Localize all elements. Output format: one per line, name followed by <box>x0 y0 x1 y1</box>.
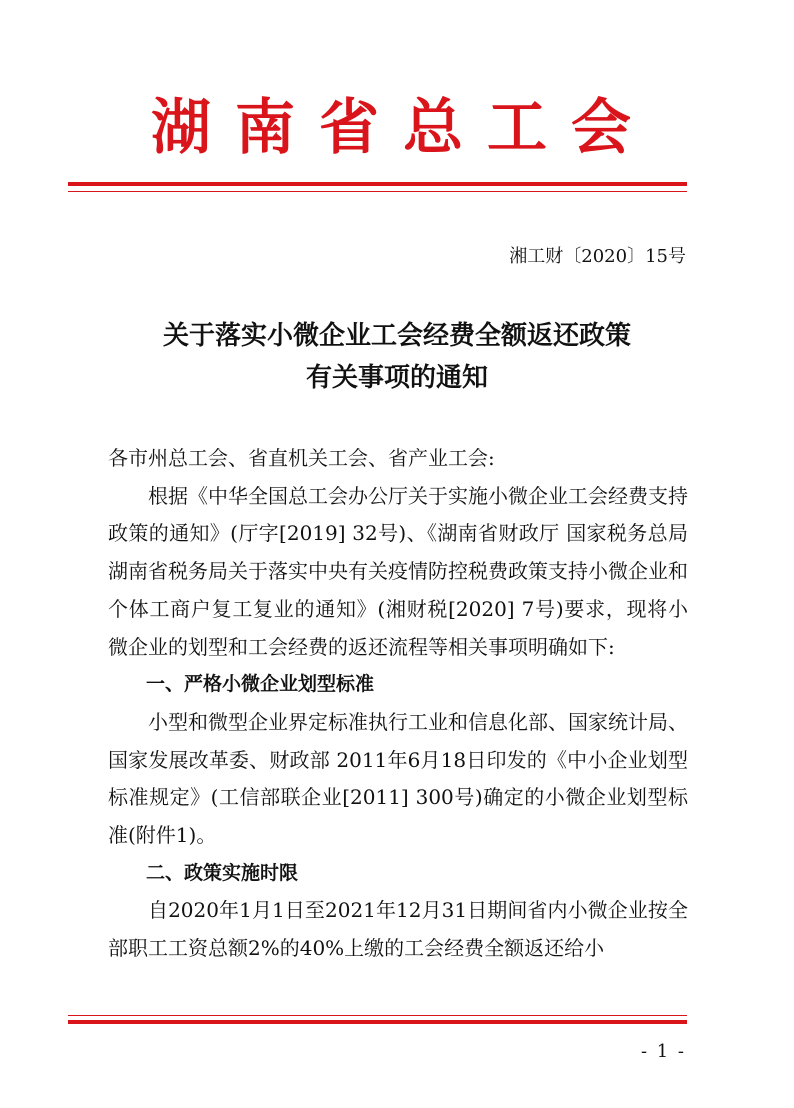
letterhead-divider-thick <box>68 182 687 186</box>
section-1-heading: 一、严格小微企业划型标准 <box>146 673 375 696</box>
document-title-line-1: 关于落实小微企业工会经费全额返还政策 <box>162 321 631 351</box>
footer-divider-thin <box>68 1015 687 1016</box>
letterhead-org-name: 湖南省总工会 <box>151 93 655 163</box>
document-number: 湘工财〔2020〕15号 <box>509 246 686 267</box>
document-title <box>0 315 794 399</box>
document-title-line-2: 有关事项的通知 <box>305 363 488 393</box>
salutation: 各市州总工会、省直机关工会、省产业工会: <box>108 446 495 470</box>
document-body <box>108 440 688 968</box>
section-1-body: 小型和微型企业界定标准执行工业和信息化部、国家统计局、国家发展改革委、财政部 2011年6月18日印发的《中小企业划型标准规定》(工信部联企业[2011] 300号)确定的小微企业划型标准(附件1)。 <box>108 709 688 848</box>
section-2-body: 自2020年1月1日至2021年12月31日期间省内小微企业按全部职工工资总额2%的40%上缴的工会经费全额返还给小 <box>108 898 688 961</box>
footer-divider-thick <box>68 1020 687 1024</box>
paragraph-intro: 根据《中华全国总工会办公厅关于实施小微企业工会经费支持政策的通知》(厅字[2019] 32号)、《湖南省财政厅 国家税务总局湖南省税务局关于落实中央有关疫情防控税费政策支持小微企业和个体工商户复工复业的通知》(湘财税[2020] 7号)要求，现将小微企业的划型和工会经费的返还流程等相关事项明确如下: <box>108 483 688 659</box>
page-number: - 1 - <box>640 1041 686 1062</box>
section-2-heading: 二、政策实施时限 <box>146 861 299 884</box>
letterhead-divider-thin <box>68 191 687 192</box>
